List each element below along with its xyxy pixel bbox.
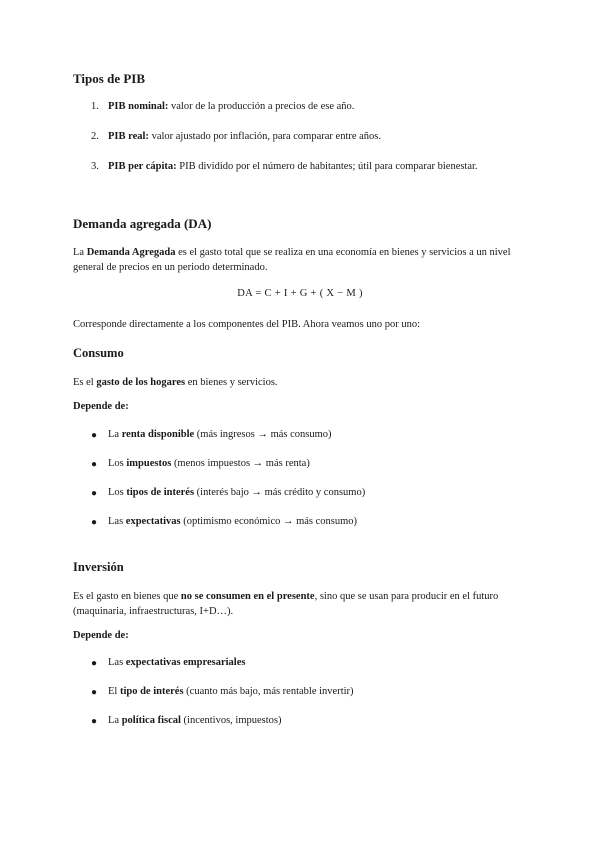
list-item-pib-real	[108, 131, 381, 142]
list-item-pib-per-capita	[108, 161, 478, 172]
bold-term: expectativas empresariales	[125, 657, 246, 668]
section-title-demanda-agregada: Demanda agregada (DA)	[73, 216, 212, 231]
text-run: (interés bajo → más crédito y consumo)	[194, 487, 366, 498]
bullet-icon: ●	[91, 517, 98, 528]
text-run: La	[108, 715, 122, 726]
list-item-renta	[108, 429, 332, 440]
da-formula: DA = C + I + G + ( X − M )	[237, 288, 363, 299]
bold-term: Demanda Agregada	[86, 247, 176, 258]
text-run: en bienes y servicios.	[185, 377, 278, 388]
list-number: 3.	[91, 161, 99, 172]
bullet-icon: ●	[91, 687, 98, 698]
term: PIB nominal:	[108, 101, 169, 112]
text-run: Las	[108, 516, 126, 527]
bullet-icon: ●	[91, 488, 98, 499]
term-description: PIB dividido por el número de habitantes; útil para comparar bienestar.	[176, 161, 478, 172]
text-run: (incentivos, impuestos)	[180, 715, 282, 726]
term: PIB real:	[108, 131, 149, 142]
list-number: 2.	[91, 131, 99, 142]
text-run: , sino que se usan para producir en el futuro (maquinaria, infraestructuras, I+D…).	[73, 591, 499, 617]
text-run: La	[73, 247, 87, 258]
bullet-icon: ●	[91, 430, 98, 441]
inversion-definition	[73, 589, 533, 619]
bold-term: tipo de interés	[119, 686, 184, 697]
bullet-icon: ●	[91, 716, 98, 727]
list-item-impuestos	[108, 458, 310, 469]
list-item-tipos-interes	[108, 487, 365, 498]
bold-term: política fiscal	[121, 715, 181, 726]
text-run: (menos impuestos → más renta)	[171, 458, 310, 469]
list-item-politica-fiscal	[108, 715, 282, 726]
list-item-expectativas	[108, 516, 357, 527]
bold-term: tipos de interés	[126, 487, 195, 498]
list-item-expectativas-empresariales	[108, 657, 245, 668]
text-run: (optimismo económico → más consumo)	[180, 516, 358, 527]
list-item-tipo-interes	[108, 686, 354, 697]
inversion-depends-label: Depende de:	[73, 630, 129, 641]
term-description: valor ajustado por inflación, para comparar entre años.	[148, 131, 382, 142]
text-run: es el gasto total que se realiza en una economía en bienes y servicios a un nivel general de precios en un periodo determinado.	[73, 247, 511, 273]
section-title-tipos-pib: Tipos de PIB	[73, 71, 146, 86]
bold-term: gasto de los hogares	[96, 377, 186, 388]
text-run: El	[108, 686, 120, 697]
term-description: valor de la producción a precios de ese año.	[168, 101, 355, 112]
text-run: Las	[108, 657, 126, 668]
list-number: 1.	[91, 101, 99, 112]
bullet-icon: ●	[91, 658, 98, 669]
consumo-depends-label: Depende de:	[73, 401, 129, 412]
list-item-pib-nominal	[108, 101, 354, 112]
demanda-follow-text: Corresponde directamente a los componentes del PIB. Ahora veamos uno por uno:	[73, 319, 421, 330]
text-run: Es el	[73, 377, 97, 388]
text-run: (más ingresos → más consumo)	[194, 429, 332, 440]
consumo-definition	[73, 375, 533, 390]
text-run: La	[108, 429, 122, 440]
demanda-intro-paragraph	[73, 245, 533, 275]
text-run: Es el gasto en bienes que	[73, 591, 181, 602]
subsection-title-consumo: Consumo	[73, 346, 124, 360]
text-run: Los	[108, 458, 127, 469]
bullet-icon: ●	[91, 459, 98, 470]
bold-term: expectativas	[125, 516, 181, 527]
bold-term: renta disponible	[121, 429, 195, 440]
term: PIB per cápita:	[108, 161, 177, 172]
text-run: Los	[108, 487, 127, 498]
bold-term: no se consumen en el presente	[180, 591, 315, 602]
text-run: (cuanto más bajo, más rentable invertir)	[183, 686, 354, 697]
bold-term: impuestos	[126, 458, 172, 469]
subsection-title-inversion: Inversión	[73, 560, 124, 574]
